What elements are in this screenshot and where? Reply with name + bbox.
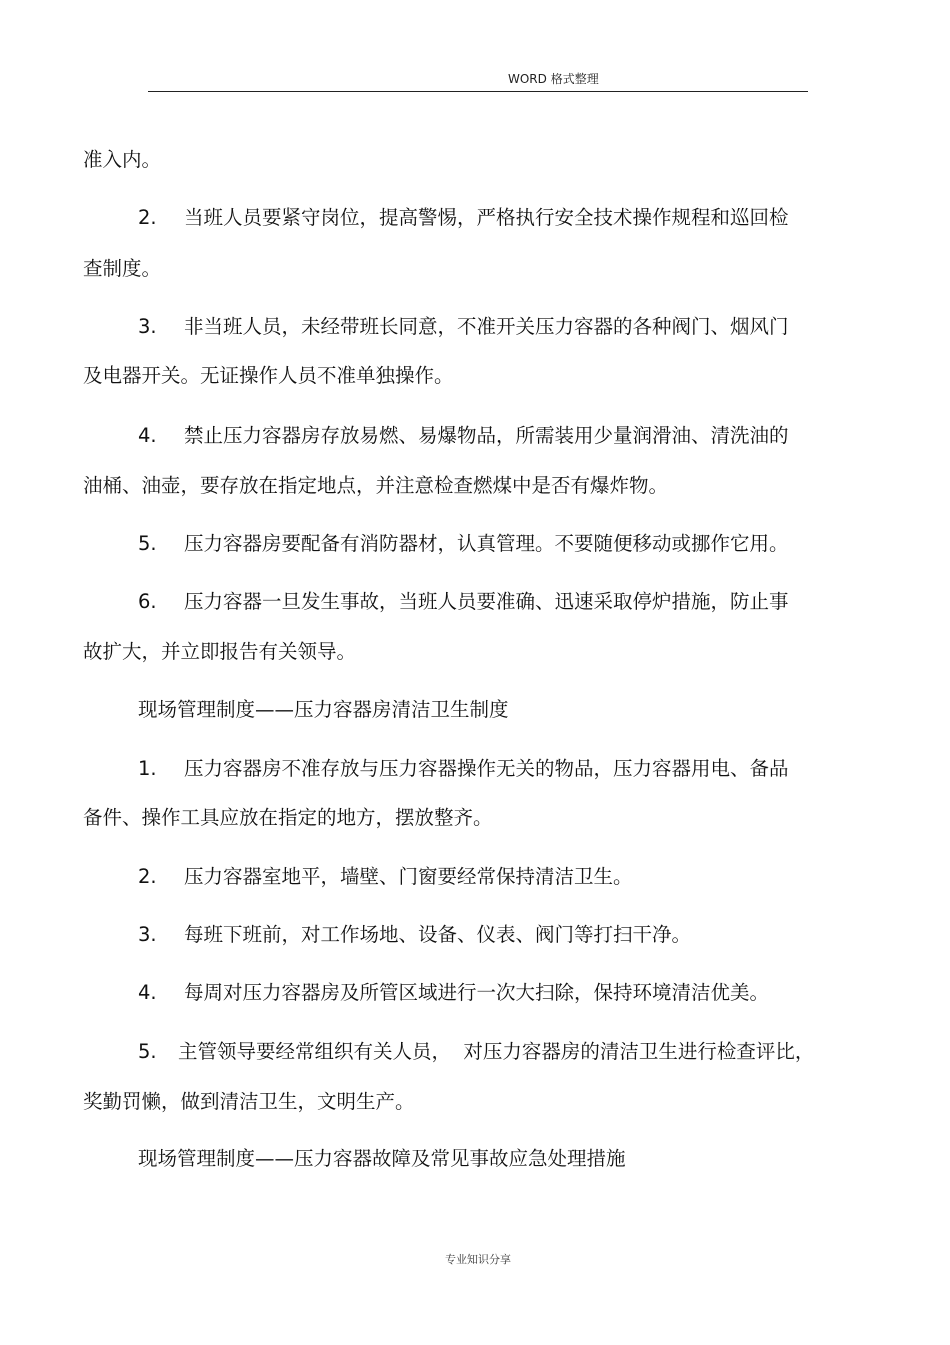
paragraph-line: 备件、操作工具应放在指定的地方，摆放整齐。: [83, 806, 493, 829]
paragraph-line: 油桶、油壶，要存放在指定地点，并注意检查燃煤中是否有爆炸物。: [83, 474, 669, 497]
list-item-line: [138, 205, 789, 231]
list-number: 5.: [138, 1040, 157, 1063]
paragraph-line: 准入内。: [83, 148, 162, 171]
header-divider: [148, 91, 808, 92]
list-item-text: 压力容器室地平，墙壁、门窗要经常保持清洁卫生。: [184, 865, 633, 888]
list-item-line: [138, 922, 691, 948]
list-number: 4.: [138, 424, 157, 447]
page-footer: 专业知识分享: [445, 1253, 511, 1266]
list-item-text: 禁止压力容器房存放易燃、易爆物品，所需装用少量润滑油、清洗油的: [184, 424, 789, 447]
list-number: 2.: [138, 865, 157, 888]
list-number: 1.: [138, 757, 157, 780]
list-number: 6.: [138, 590, 157, 613]
section-heading: 现场管理制度——压力容器故障及常见事故应急处理措施: [138, 1147, 626, 1170]
list-item-text: 压力容器房要配备有消防器材，认真管理。不要随便移动或挪作它用。: [184, 532, 789, 555]
list-item-text: 当班人员要紧守岗位，提高警惕，严格执行安全技术操作规程和巡回检: [184, 206, 789, 229]
list-item-line: [138, 314, 789, 340]
list-item-text: 压力容器一旦发生事故，当班人员要准确、迅速采取停炉措施，防止事: [184, 590, 789, 613]
list-item-text: 非当班人员，未经带班长同意，不准开关压力容器的各种阀门、烟风门: [184, 315, 789, 338]
section-heading: 现场管理制度——压力容器房清洁卫生制度: [138, 698, 509, 721]
paragraph-line: 奖勤罚懒，做到清洁卫生，文明生产。: [83, 1090, 415, 1113]
list-number: 2.: [138, 206, 157, 229]
page-header-title: WORD 格式整理: [508, 72, 599, 86]
list-item-line: [138, 756, 789, 782]
list-item-line: [138, 589, 789, 615]
list-number: 5.: [138, 532, 157, 555]
list-item-text: 压力容器房不准存放与压力容器操作无关的物品，压力容器用电、备品: [184, 757, 789, 780]
list-item-text: 每班下班前，对工作场地、设备、仪表、阀门等打扫干净。: [184, 923, 692, 946]
paragraph-line: 及电器开关。无证操作人员不准单独操作。: [83, 364, 454, 387]
list-item-text: 每周对压力容器房及所管区域进行一次大扫除，保持环境清洁优美。: [184, 981, 770, 1004]
paragraph-line: 故扩大，并立即报告有关领导。: [83, 640, 357, 663]
paragraph-line: 查制度。: [83, 257, 162, 280]
list-number: 3.: [138, 315, 157, 338]
list-item-text: 主管领导要经常组织有关人员， 对压力容器房的清洁卫生进行检查评比，: [178, 1040, 815, 1063]
list-number: 4.: [138, 981, 157, 1004]
list-item-line: [138, 531, 789, 557]
list-item-line: [138, 980, 769, 1006]
list-number: 3.: [138, 923, 157, 946]
list-item-line: [138, 864, 633, 890]
list-item-line: [138, 423, 789, 449]
list-item-line: [138, 1039, 814, 1065]
